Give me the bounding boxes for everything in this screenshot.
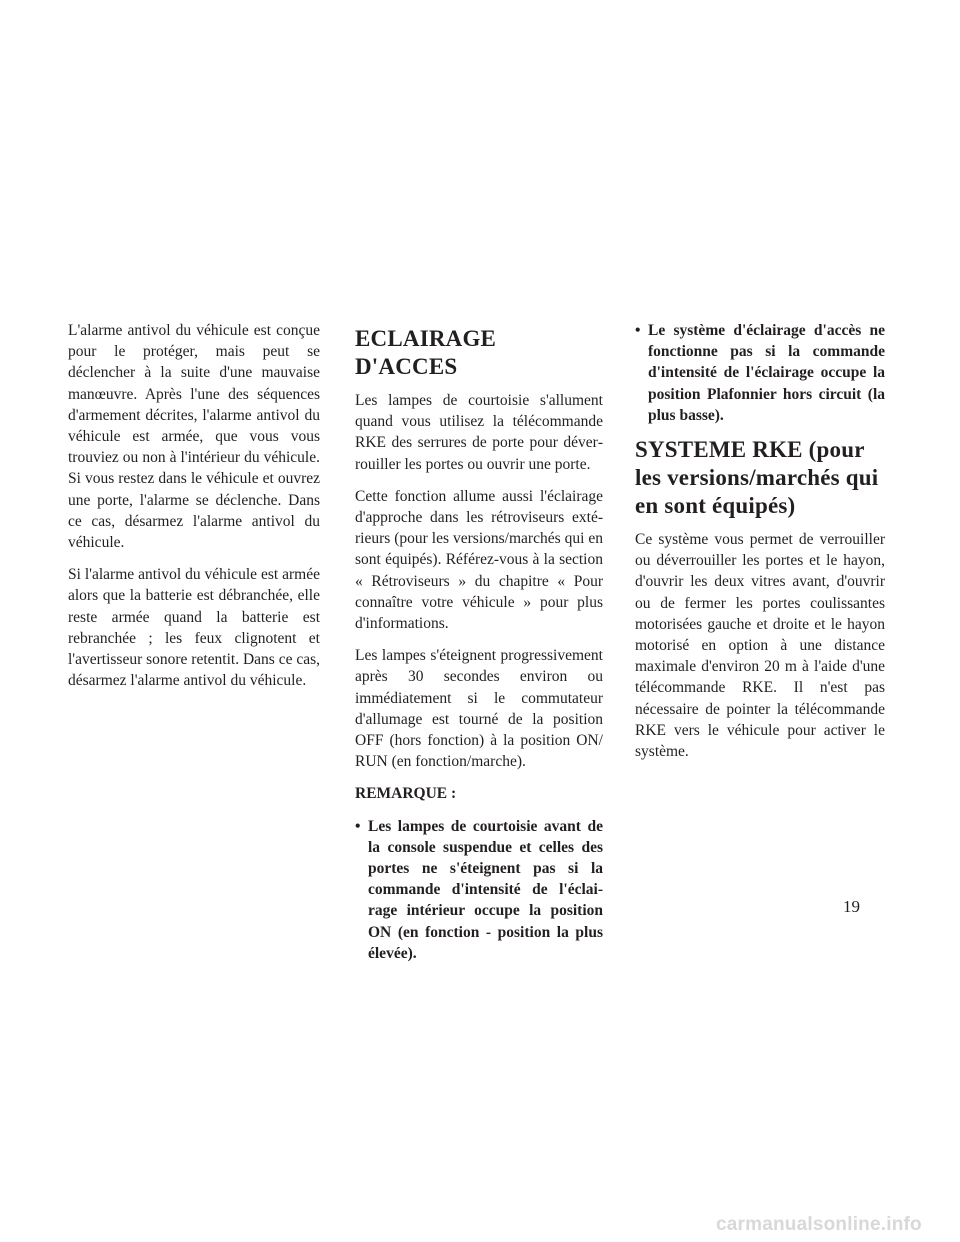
bullet-dot: •	[635, 322, 641, 339]
bullet-text: Les lampes de courtoisie avant de la console suspendue et celles des portes ne s'éteignent pas si la commande d'intensité de l'éclairage intérieur occupe la position ON (en fonction - position la plus élevée).	[368, 817, 603, 962]
section-heading-rke: SYSTEME RKE (pour les versions/marchés qui en sont équipés)	[635, 437, 879, 519]
watermark: carmanualsonline.info	[716, 1214, 922, 1235]
note-label: REMARQUE :	[355, 785, 457, 803]
left-column	[68, 320, 320, 702]
section-heading-eclairage: ECLAIRAGE D'ACCES	[355, 326, 497, 379]
page-number: 19	[843, 897, 860, 916]
bullet-text: Le système d'éclairage d'accès ne fonctionne pas si la commande d'intensité de l'éclairage occupe la position Plafonnier hors circuit (la plus basse).	[648, 322, 885, 424]
continued-bullet-list	[635, 320, 885, 426]
bullet-item	[355, 816, 603, 964]
right-column	[635, 320, 885, 773]
paragraph-courtesy-lamps: Les lampes de courtoisie s'allument quand vous utilisez la télécommande RKE des serrures de porte pour déverrouiller les portes ou ouvrir une porte.	[355, 392, 603, 473]
bullet-item	[635, 320, 885, 426]
paragraph-approach-lighting: Cette fonction allume aussi l'éclairage d'approche dans les rétroviseurs extérieurs (pour les versions/marchés qui en sont équipés). Référez-vous à la section « Rétroviseurs » du chapitre « Pour connaître votre véhicule » pour plus d'informations.	[355, 487, 603, 633]
middle-column	[355, 320, 603, 974]
bullet-dot: •	[355, 817, 361, 835]
paragraph-lamps-fade: Les lampes s'éteignent progressivement après 30 secondes environ ou immédiatement si le commutateur d'allumage est tourné de la position OFF (hors fonction) à la position ON/ RUN (en fonction/marche).	[355, 647, 603, 771]
note-bullet-list	[355, 816, 603, 964]
paragraph-rke-description: Ce système vous permet de verrouiller ou déverrouiller les portes et le hayon, d'ouvrir les deux vitres avant, d'ouvrir ou de fermer les portes coulissantes motorisées gauche et droite et le hayon motorisé en option à une distance maximale d'environ 20 m à l'aide d'une télécommande RKE. Il n'est pas nécessaire de pointer la télécommande RKE vers le véhicule pour activer le système.	[635, 531, 885, 761]
paragraph-alarm-intro: L'alarme antivol du véhicule est conçue pour le protéger, mais peut se déclencher à la suite d'une mauvaise manœuvre. Après l'une des séquences d'armement décrites, l'alarme antivol du véhicule est armée, que vous vous trouviez ou non à l'intérieur du véhicule. Si vous restez dans le véhicule et ouvrez une porte, l'alarme se déclenche. Dans ce cas, désarmez l'alarme antivol du véhicule.	[68, 322, 320, 552]
paragraph-alarm-battery: Si l'alarme antivol du véhicule est armée alors que la batterie est débranchée, elle reste armée quand la batterie est rebranchée ; les feux clignotent et l'avertisseur sonore retentit. Dans ce cas, désarmez l'alarme antivol du véhicule.	[68, 566, 320, 690]
